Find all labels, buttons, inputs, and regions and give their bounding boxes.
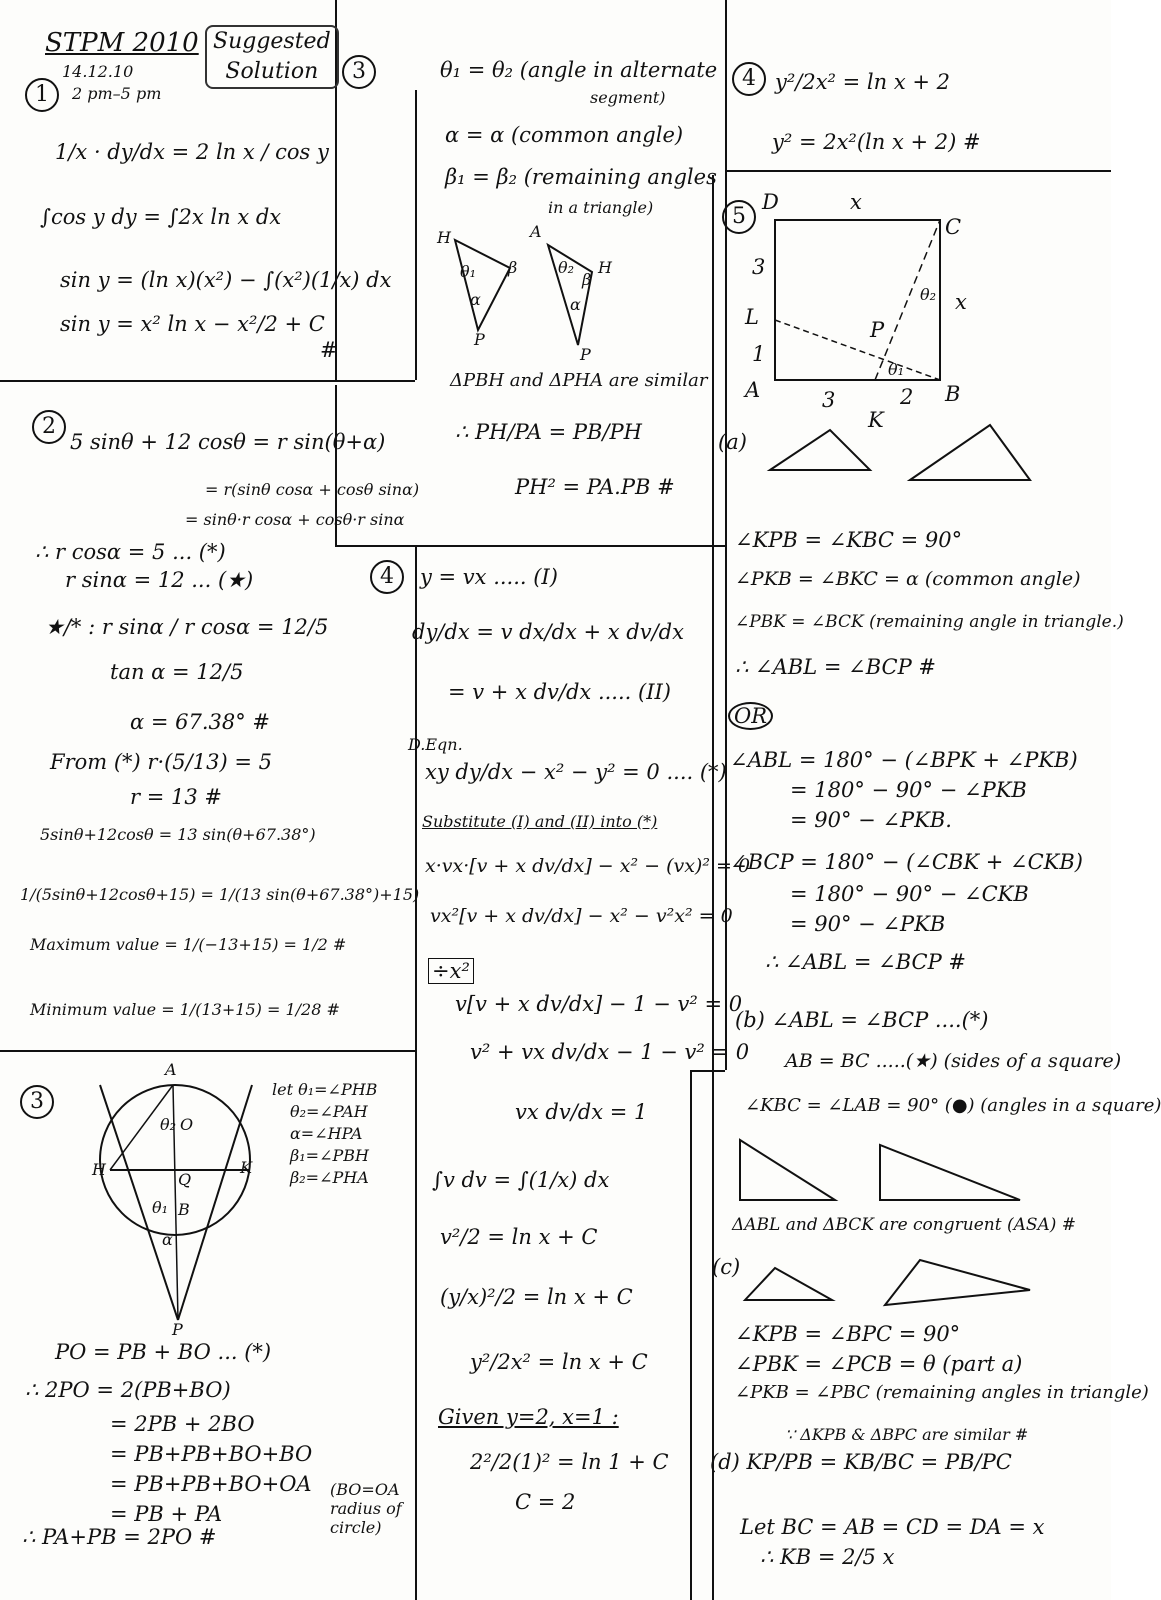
q2-line: 5 sinθ + 12 cosθ = r sin(θ+α) [70,430,386,454]
badge-line: Solution [225,59,319,84]
diagram-label: 3 [822,388,836,412]
title: STPM 2010 [45,28,199,58]
divider [712,175,714,1600]
q4b-line: ∫v dv = ∫(1/x) dx [432,1168,610,1192]
let-line: α=∠HPA [290,1124,363,1143]
diagram-label: H [598,258,612,277]
diagram-label: P [580,345,591,364]
question-number: 1 [25,78,59,112]
question-number: 4 [732,62,766,96]
q4b-line: vx dv/dx = 1 [515,1100,648,1124]
diagram-label: H [437,228,451,247]
q5-line: ∠PBK = ∠BCK (remaining angle in triangle.) [735,612,1124,632]
divider [0,1050,415,1052]
diagram-label: B [178,1200,190,1219]
q5-line: AB = BC .....(★) (sides of a square) [785,1050,1122,1072]
q4b-line: Given y=2, x=1 : [438,1405,619,1429]
q4b-line: v²/2 = ln x + C [440,1225,598,1249]
q5-line: ∠KPB = ∠BPC = 90° [735,1322,961,1346]
question-number: 5 [722,200,756,234]
q4b-line: y²/2x² = ln x + C [470,1350,648,1374]
q5-line: ∠PBK = ∠PCB = θ (part a) [735,1352,1023,1376]
q4b-line: dy/dx = v dx/dx + x dv/dx [412,620,684,644]
q1-line: 1/x · dy/dx = 2 ln x / cos y [55,140,329,164]
let-line: β₁=∠PBH [290,1146,369,1165]
diagram-label: α [570,295,581,314]
diagram-label: 1 [752,342,766,366]
exam-date: 14.12.10 [62,62,134,81]
diagram-label: O [180,1115,194,1134]
diagram-label: θ₁ [460,262,477,281]
q1-line: # [320,338,338,362]
q3a-line: θ₁ = θ₂ (angle in alternate [440,58,718,82]
q3a-line: segment) [590,88,666,107]
let-line: let θ₁=∠PHB [272,1080,378,1099]
diagram-label: x [850,190,862,214]
diagram-label: β [582,270,592,289]
diagram-label: θ₂ [160,1115,177,1134]
divider [335,545,725,547]
q5-line: Let BC = AB = CD = DA = x [740,1515,1045,1539]
divider [725,170,1111,172]
q2-line: = sinθ·r cosα + cosθ·r sinα [185,510,405,529]
badge-line: Suggested [213,29,331,54]
part-label: (a) [718,430,747,454]
q4b-line: x·vx·[v + x dv/dx] − x² − (vx)² = 0 [425,855,751,877]
divider [0,380,415,382]
q5-line: = 180° − 90° − ∠CKB [790,882,1029,906]
q3b-line: = PB + PA [110,1502,223,1526]
q2-line: r sinα = 12 ... (★) [65,568,254,592]
part-label: (c) [712,1255,741,1279]
q2-line: From (*) r·(5/13) = 5 [50,750,272,774]
q5-line: ∠ABL = 180° − (∠BPK + ∠PKB) [730,748,1078,772]
q2-line: ★/* : r sinα / r cosα = 12/5 [45,615,329,639]
diagram-label: P [474,330,485,349]
diagram-label: C [945,215,962,239]
q5-line: ΔABL and ΔBCK are congruent (ASA) # [732,1215,1077,1235]
q4b-line: Substitute (I) and (II) into (*) [422,812,658,831]
q5-line: OR [728,702,773,730]
question-number: 3 [342,55,376,89]
diagram-label: θ₁ [152,1198,169,1217]
q2-line: 1/(5sinθ+12cosθ+15) = 1/(13 sin(θ+67.38°)+15) [20,885,420,904]
q1-line: sin y = x² ln x − x²/2 + C [60,312,325,336]
q4b-line: vx²[v + x dv/dx] − x² − v²x² = 0 [430,905,733,927]
diagram-label: Q [178,1170,192,1189]
divider [690,1070,692,1600]
diagram-label: P [870,318,885,342]
square-diagram [0,0,1,1]
q3a-line: ∴ PH/PA = PB/PH [455,420,642,444]
q3b-line: = PB+PB+BO+BO [110,1442,313,1466]
q4b-line: = v + x dv/dx ..... (II) [448,680,671,704]
question-number: 4 [370,560,404,594]
diagram-label: B [945,382,961,406]
q5-line: (b) ∠ABL = ∠BCP ....(*) [735,1008,989,1032]
q5-line: ∠PKB = ∠PBC (remaining angles in triangle) [735,1382,1149,1403]
q5-line: ∠KBC = ∠LAB = 90° (●) (angles in a square) [745,1095,1161,1116]
q5-line: ∠KPB = ∠KBC = 90° [735,528,963,552]
q4b-line: xy dy/dx − x² − y² = 0 .... (*) [425,760,727,784]
q2-line: r = 13 # [130,785,222,809]
q4b-line: D.Eqn. [408,735,463,754]
q3b-line: ∴ 2PO = 2(PB+BO) [25,1378,231,1402]
q5-line: (d) KP/PB = KB/BC = PB/PC [710,1450,1012,1474]
q4b-line: y = vx ..... (I) [420,565,558,589]
diagram-label: A [165,1060,177,1079]
q5-line: = 90° − ∠PKB [790,912,946,936]
divider [415,545,417,1600]
diagram-label: 3 [752,255,766,279]
q3a-line: ΔPBH and ΔPHA are similar [450,370,708,391]
q5-line: = 90° − ∠PKB. [790,808,952,832]
diagram-label: θ₁ [888,360,905,379]
q3a-line: β₁ = β₂ (remaining angles [445,165,717,189]
let-line: θ₂=∠PAH [290,1102,368,1121]
q5-line: ∠PKB = ∠BKC = α (common angle) [735,568,1081,590]
diagram-label: L [745,305,759,329]
q4b-line: v[v + x dv/dx] − 1 − v² = 0 [455,992,743,1016]
q1-line: sin y = (ln x)(x²) − ∫(x²)(1/x) dx [60,268,392,292]
q3b-line: ∴ PA+PB = 2PO # [22,1525,217,1549]
diagram-label: K [868,408,884,432]
q4b-line: C = 2 [515,1490,576,1514]
q4b-line: (y/x)²/2 = ln x + C [440,1285,633,1309]
q2-line: 5sinθ+12cosθ = 13 sin(θ+67.38°) [40,825,316,844]
suggested-solution-badge [205,25,339,89]
diagram-label: x [955,290,967,314]
q3b-line: PO = PB + BO ... (*) [55,1340,272,1364]
q2-line: tan α = 12/5 [110,660,244,684]
diagram-label: A [745,378,761,402]
q2-line: Maximum value = 1/(−13+15) = 1/2 # [30,935,347,954]
divider [690,1070,725,1072]
q2-line: Minimum value = 1/(13+15) = 1/28 # [30,1000,340,1019]
divider [415,90,417,380]
q1-line: ∫cos y dy = ∫2x ln x dx [40,205,282,229]
diagram-label: β [508,258,518,277]
q3a-line: PH² = PA.PB # [515,475,675,499]
diagram-label: D [762,190,779,214]
question-number: 2 [32,410,66,444]
q2-line: = r(sinθ cosα + cosθ sinα) [205,480,420,499]
q4a-line: y²/2x² = ln x + 2 [775,70,950,94]
q3b-note: (BO=OA radius of circle) [330,1480,402,1537]
q4b-line: ÷x² [428,958,474,984]
q5-line: = 180° − 90° − ∠PKB [790,778,1027,802]
q5-line: ∴ ∠ABL = ∠BCP # [735,655,937,679]
q4a-line: y² = 2x²(ln x + 2) # [772,130,981,154]
diagram-label: θ₂ [920,285,937,304]
diagram-label: α [470,290,481,309]
let-line: β₂=∠PHA [290,1168,369,1187]
diagram-label: A [530,222,542,241]
q3b-line: = 2PB + 2BO [110,1412,255,1436]
diagram-label: K [240,1158,252,1177]
q5-line: ∵ ΔKPB & ΔBPC are similar # [785,1425,1029,1444]
q4b-line: v² + vx dv/dx − 1 − v² = 0 [470,1040,750,1064]
diagram-label: θ₂ [558,258,575,277]
q5-line: ∴ ∠ABL = ∠BCP # [765,950,967,974]
q5-line: ∴ KB = 2/5 x [760,1545,895,1569]
diagram-label: α [162,1230,173,1249]
q2-line: ∴ r cosα = 5 ... (*) [35,540,226,564]
diagram-label: 2 [900,385,914,409]
q3b-line: = PB+PB+BO+OA [110,1472,312,1496]
diagram-label: P [172,1320,183,1339]
q2-line: α = 67.38° # [130,710,271,734]
q3a-line: α = α (common angle) [445,123,684,147]
q5-line: ∠BCP = 180° − (∠CBK + ∠CKB) [730,850,1083,874]
q4b-line: 2²/2(1)² = ln 1 + C [470,1450,669,1474]
question-number: 3 [20,1085,54,1119]
exam-time: 2 pm–5 pm [72,84,162,103]
diagram-label: H [92,1160,106,1179]
q3a-line: in a triangle) [548,198,654,217]
